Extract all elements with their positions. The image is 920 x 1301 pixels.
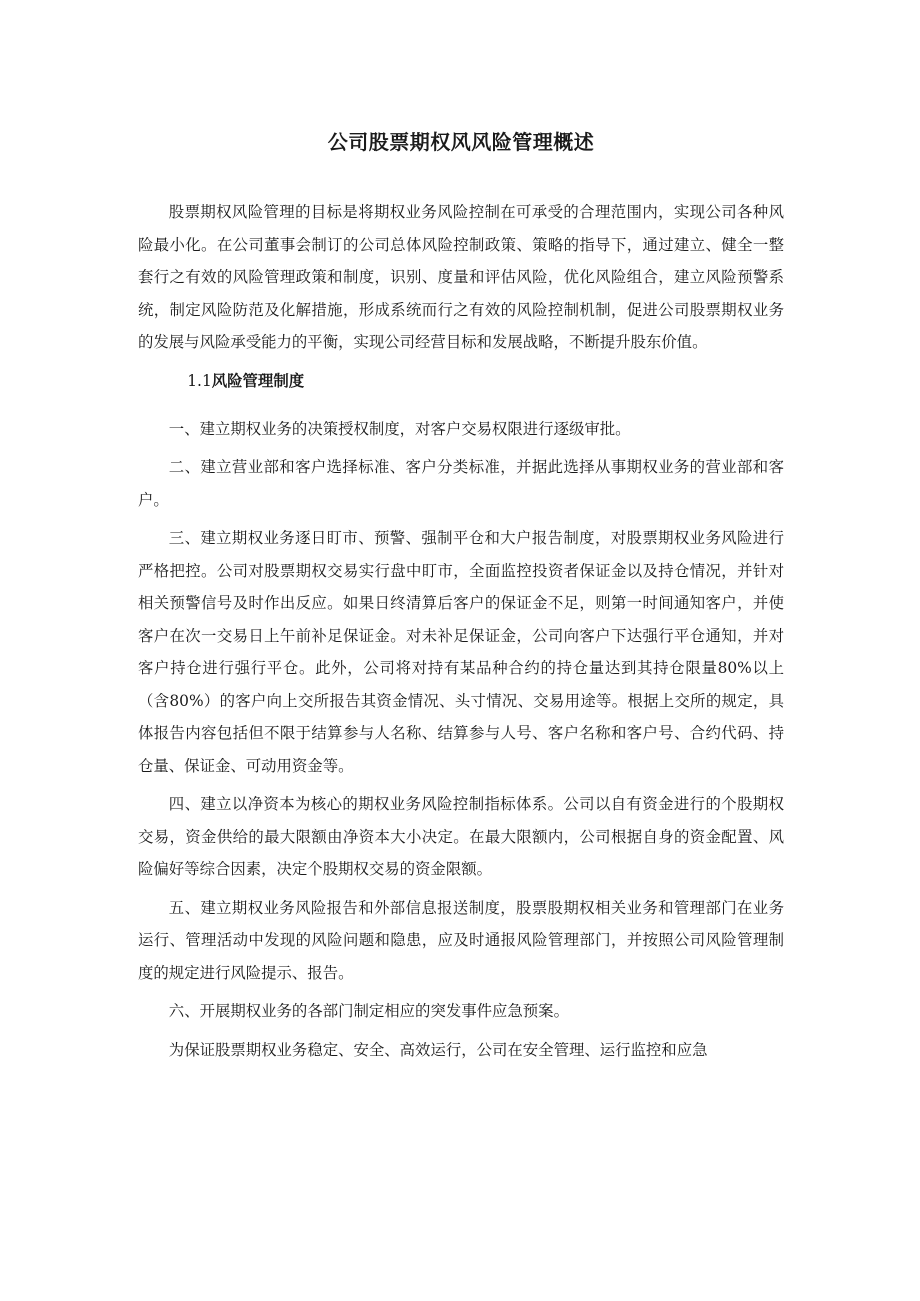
item-paragraph-5: 五、建立期权业务风险报告和外部信息报送制度，股票股期权相关业务和管理部门在业务运行、管理活动中发现的风险问题和隐患，应及时通报风险管理部门，并按照公司风险管理制度的规定进行风险提示、报告。: [138, 898, 784, 982]
item-paragraph-4: 四、建立以净资本为核心的期权业务风险控制指标体系。公司以自有资金进行的个股期权交易，资金供给的最大限额由净资本大小决定。在最大限额内，公司根据自身的资金配置、风险偏好等综合因素，决定个股期权交易的资金限额。: [138, 795, 784, 878]
item-paragraph-1: 一、建立期权业务的决策授权制度，对客户交易权限进行逐级审批。: [168, 419, 631, 438]
item-paragraph-6: 六、开展期权业务的各部门制定相应的突发事件应急预案。: [168, 1002, 569, 1020]
item-paragraph-7: 为保证股票期权业务稳定、安全、高效运行，公司在安全管理、运行监控和应急: [168, 1040, 708, 1059]
section-heading: [138, 365, 784, 397]
document-title: 公司股票期权风风险管理概述: [327, 130, 595, 154]
intro-paragraph: 股票期权风险管理的目标是将期权业务风险控制在可承受的合理范围内，实现公司各种风险最小化。在公司董事会制订的公司总体风险控制政策、策略的指导下，通过建立、健全一整套行之有效的风险管理政策和制度，识别、度量和评估风险，优化风险组合，建立风险预警系统，制定风险防范及化解措施，形成系统而行之有效的风险控制机制，促进公司股票期权业务的发展与风险承受能力的平衡，实现公司经营目标和发展战略，不断提升股东价值。: [138, 203, 784, 351]
item-paragraph-2: 二、建立营业部和客户选择标准、客户分类标准，并据此选择从事期权业务的营业部和客户。: [138, 458, 784, 509]
item-paragraph-3: 三、建立期权业务逐日盯市、预警、强制平仓和大户报告制度，对股票期权业务风险进行严格把控。公司对股票期权交易实行盘中盯市，全面监控投资者保证金以及持仓情况，并针对相关预警信号及时作出反应。如果日终清算后客户的保证金不足，则第一时间通知客户，并使客户在次一交易日上午前补足保证金。对未补足保证金，公司向客户下达强行平仓通知，并对客户持仓进行强行平仓。此外，公司将对持有某品种合约的持仓量达到其持仓限量80%以上（含80%）的客户向上交所报告其资金情况、头寸情况、交易用途等。根据上交所的规定，具体报告内容包括但不限于结算参与人名称、结算参与人号、客户名称和客户号、合约代码、持仓量、保证金、可动用资金等。: [138, 529, 784, 775]
document-page: [138, 126, 784, 1072]
section-number: 1.1: [187, 371, 212, 390]
section-title: 风险管理制度: [211, 371, 305, 390]
